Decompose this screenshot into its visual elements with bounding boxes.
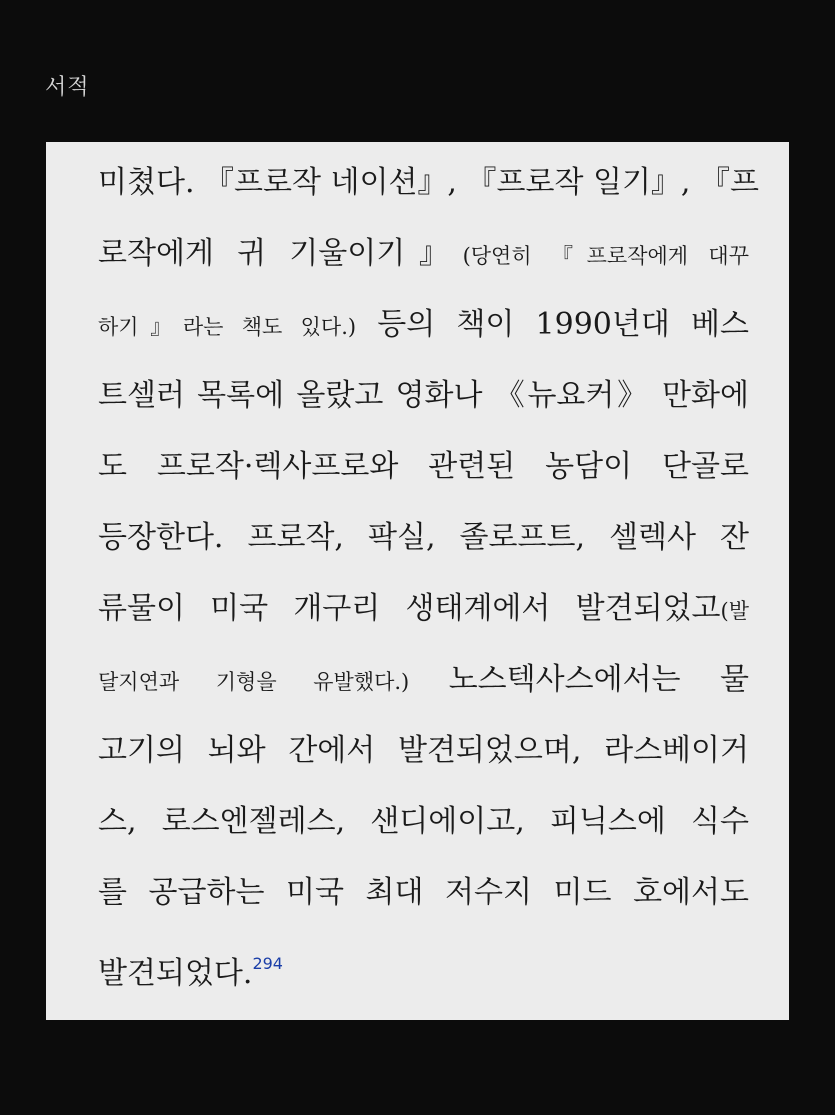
text-line-4 <box>98 376 749 416</box>
page-header-title: 서적 <box>45 75 90 100</box>
body-text: 노스텍사스에서는 물 <box>409 662 749 697</box>
body-text: 고기의 뇌와 간에서 발견되었으며, 라스베이거 <box>98 733 749 768</box>
body-text: 를 공급하는 미국 최대 저수지 미드 호에서도 <box>98 875 749 910</box>
text-line-6 <box>98 518 749 558</box>
body-text: 도 프로작·렉사프로와 관련된 농담이 단골로 <box>98 449 749 484</box>
parenthetical-note: 달지연과 기형을 유발했다.) <box>98 670 410 694</box>
parenthetical-note: (당연히 『프로작에게 대꾸 <box>462 244 749 268</box>
body-text: 등장한다. 프로작, 팍실, 졸로프트, 셀렉사 잔 <box>98 520 749 555</box>
book-page <box>46 142 789 1020</box>
body-text: 발견되었다. <box>98 956 253 991</box>
text-line-1 <box>98 163 759 203</box>
body-text: 로작에게 귀 기울이기』 <box>98 236 463 271</box>
text-line-3 <box>98 305 749 347</box>
footnote-marker[interactable]: 294 <box>252 954 283 973</box>
body-text: 트셀러 목록에 올랐고 영화나 《뉴요커》 만화에 <box>98 378 749 413</box>
text-line-11 <box>98 873 749 913</box>
text-line-12 <box>98 944 749 994</box>
text-line-5 <box>98 447 749 487</box>
parenthetical-note: (발 <box>720 599 749 623</box>
body-text: 류물이 미국 개구리 생태계에서 발견되었고 <box>98 591 721 626</box>
text-line-7 <box>98 589 749 631</box>
text-line-9 <box>98 731 749 771</box>
text-line-8 <box>98 660 749 702</box>
body-text: 등의 책이 1990년대 베스 <box>356 307 749 342</box>
text-line-10 <box>98 802 749 842</box>
body-text: 미쳤다. 『프로작 네이션』, 『프로작 일기』, 『프 <box>98 165 759 200</box>
body-text: 스, 로스엔젤레스, 샌디에이고, 피닉스에 식수 <box>98 804 749 839</box>
text-line-2 <box>98 234 749 276</box>
parenthetical-note: 하기』라는 책도 있다.) <box>98 315 357 339</box>
